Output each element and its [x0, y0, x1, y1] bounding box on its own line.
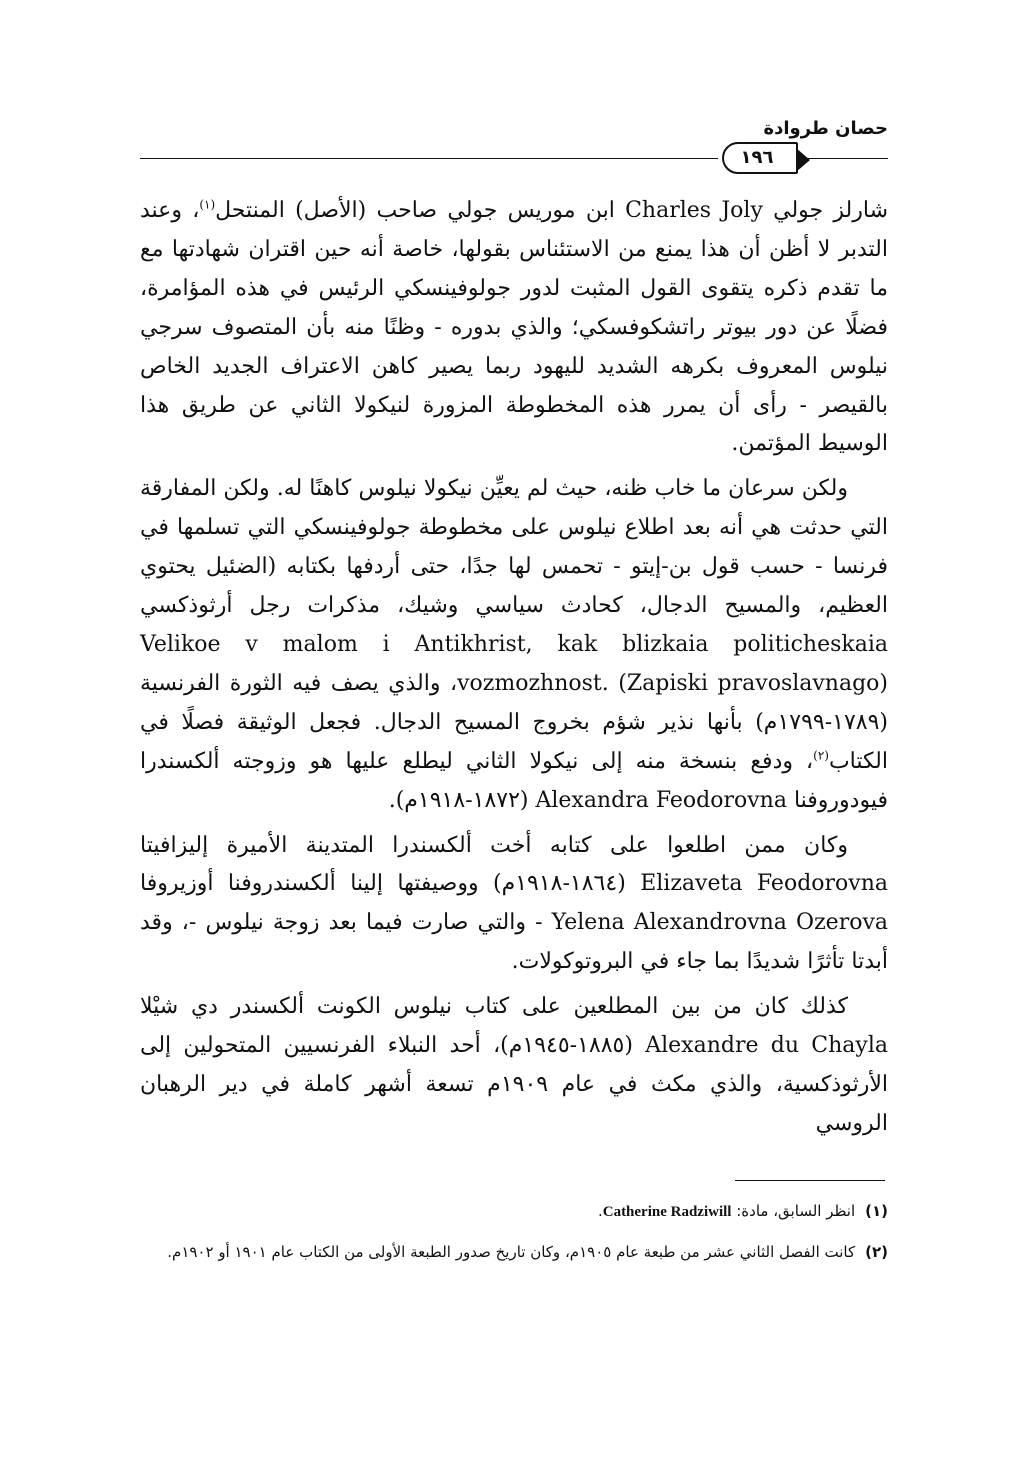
main-text	[140, 192, 888, 1150]
paragraph-4: كذلك كان من بين المطلعين على كتاب نيلوس الكونت ألكسندر دي شيْلا Alexandre du Chayla (١٨٨٥-١٩٤٥م)، أحد النبلاء الفرنسيين المتحولين إلى الأرثوذكسية، والذي مكث في عام ١٩٠٩م تسعة أشهر كاملة في دير الرهبان الروسي	[140, 994, 889, 1136]
paragraph-1-part-a: شارلز جولي Charles Joly ابن موريس جولي صاحب (الأصل) المنتحل	[215, 198, 889, 223]
paragraph-1	[140, 192, 888, 464]
header-rule-left	[140, 158, 718, 159]
footnote-1-bold-term: Catherine Radziwill	[602, 1204, 732, 1220]
page-number: ١٩٦	[740, 147, 774, 168]
footnote-ref-2: (٢)	[813, 748, 829, 763]
footnote-ref-1: (١)	[199, 197, 216, 212]
footnote-rule	[735, 1180, 885, 1181]
paragraph-2	[140, 470, 888, 820]
book-title: حصان طروادة	[763, 118, 888, 139]
page-number-badge	[722, 142, 798, 174]
paragraph-3: وكان ممن اطلعوا على كتابه أخت ألكسندرا المتدينة الأميرة إليزافيتا Elizaveta Feodorovna (١٨٦٤-١٩١٨م) ووصيفتها إلينا ألكسندروفنا أوزيروفا Yelena Alexandrovna Ozerova - والتي صارت فيما بعد زوجة نيلوس -، وقد أبدتا تأثرًا شديدًا بما جاء في البروتوكولات.	[140, 832, 888, 975]
paragraph-1-part-b: ، وعند التدبر لا أظن أن هذا يمنع من الاستئناس بقولها، خاصة أنه حين اقتران شهادتها مع ما تقدم ذكره يتقوى القول المثبت لدور جولوفينسكي الرئيس في هذه المؤامرة، فضلًا عن دور بيوتر راتشكوفسكي؛ والذي بدوره - وظنًا منه بأن المتصوف سرجي نيلوس المعروف بكرهه الشديد لليهود ربما يصير كاهن الاعتراف الجديد الخاص بالقيصر - رأى أن يمرر هذه المخطوطة المزورة لنيكولا الثاني عن طريق هذا الوسيط المؤتمن.	[140, 198, 888, 457]
paragraph-2-part-a: ولكن سرعان ما خاب ظنه، حيث لم يعيِّن نيكولا نيلوس كاهنًا له. ولكن المفارقة التي حدثت هي أنه بعد اطلاع نيلوس على مخطوطة جولوفينسكي التي تسلمها في فرنسا - حسب قول بن-إيتو - تحمس لها جدًا، حتى أردفها بكتابه (الضئيل يحتوي العظيم، والمسيح الدجال، كحادث سياسي وشيك، مذكرات رجل أرثوذكسي Velikoe v malom i Antikhrist, kak blizkaia politicheskaia vozmozhnost. (Zapiski pravoslavnago)، والذي يصف فيه الثورة الفرنسية (١٧٨٩-١٧٩٩م) بأنها نذير شؤم بخروج المسيح الدجال. فجعل الوثيقة فصلًا في الكتاب	[140, 476, 889, 774]
footnotes	[140, 1196, 888, 1277]
paragraph-2-part-b: ، ودفع بنسخة منه إلى نيكولا الثاني ليطلع عليها هو وزوجته ألكسندرا فيودوروفنا Alexandra Feodorovna (١٨٧٢-١٩١٨م).	[140, 748, 888, 813]
footnote-1-text: انظر السابق، مادة:	[731, 1202, 856, 1220]
footnote-2	[140, 1237, 888, 1267]
footnote-1	[140, 1196, 888, 1227]
footnote-1-number: (١)	[865, 1202, 888, 1220]
footnote-2-text: كانت الفصل الثاني عشر من طبعة عام ١٩٠٥م، وكان تاريخ صدور الطبعة الأولى من الكتاب عام ١٩٠١ أو ١٩٠٢م.	[167, 1243, 856, 1261]
footnote-1-tail: .	[597, 1202, 603, 1220]
footnote-2-number: (٢)	[865, 1243, 888, 1261]
page-header	[140, 118, 888, 188]
